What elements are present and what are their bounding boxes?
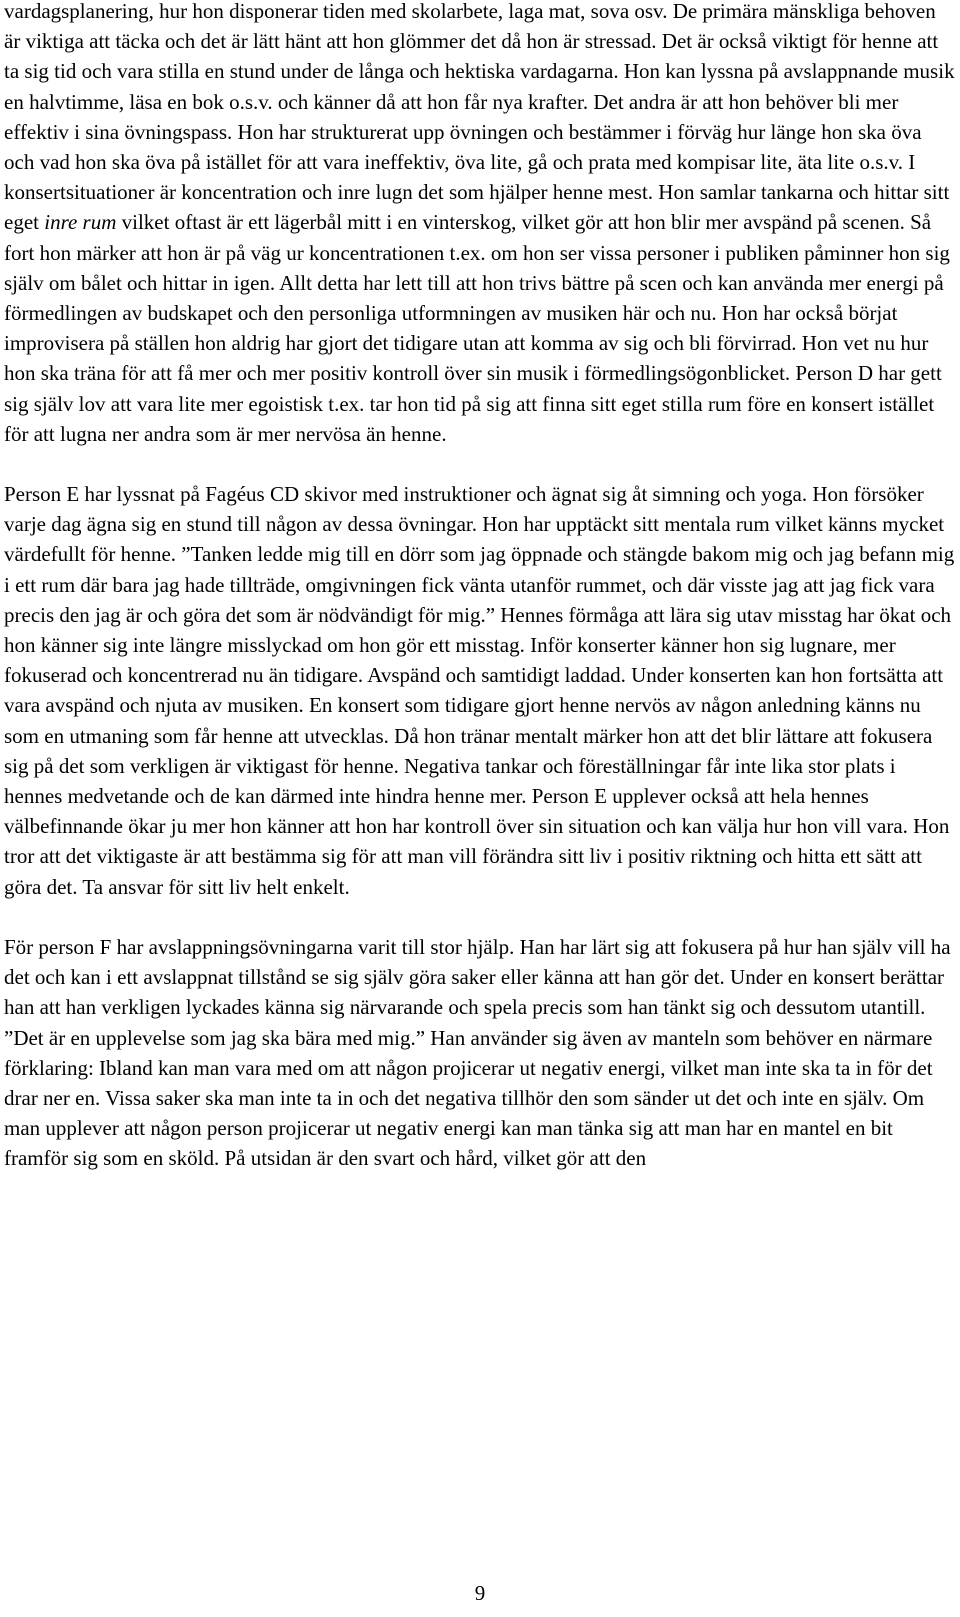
page-number: 9 <box>474 1581 486 1605</box>
document-page <box>4 0 956 1174</box>
paragraph-person-f <box>4 932 956 1174</box>
emphasized-term: inre rum <box>44 210 117 235</box>
paragraph-text: vardagsplanering, hur hon disponerar tiden med skolarbete, laga mat, sova osv. De primära mänskliga behoven är viktiga att täcka och det är lätt hänt att hon glömmer det då hon är stressad. Det är också viktigt för henne att ta sig tid och vara stilla en stund under de långa och hektiska vardagarna. Hon kan lyssna på avslappnande musik en halvtimme, läsa en bok o.s.v. och känner då att hon får nya krafter. Det andra är att hon behöver bli mer effektiv i sina övningspass. Hon har strukturerat upp övningen och bestämmer i förväg hur länge hon ska öva och vad hon ska öva på istället för att vara ineffektiv, öva lite, gå och prata med kompisar lite, äta lite o.s.v. I konsertsituationer är koncentration och inre lugn det som hjälper henne mest. Hon samlar tankarna och hittar sitt eget <box>4 0 955 235</box>
paragraph-spacer <box>4 449 956 479</box>
paragraph-spacer <box>4 902 956 932</box>
paragraph-person-e <box>4 479 956 902</box>
paragraph-person-d <box>4 0 956 449</box>
paragraph-text: Person E har lyssnat på Fagéus CD skivor med instruktioner och ägnat sig åt simning och yoga. Hon försöker varje dag ägna sig en stund till någon av dessa övningar. Hon har upptäckt sitt mentala rum vilket känns mycket värdefullt för henne. ”Tanken ledde mig till en dörr som jag öppnade och stängde bakom mig och jag befann mig i ett rum där bara jag hade tillträde, omgivningen fick vänta utanför rummet, och där visste jag att jag fick vara precis den jag är och göra det som är nödvändigt för mig.” Hennes förmåga att lära sig utav misstag har ökat och hon känner sig inte längre misslyckad om hon gör ett misstag. Inför konserter känner hon sig lugnare, mer fokuserad och koncentrerad nu än tidigare. Avspänd och samtidigt laddad. Under konserten kan hon fortsätta att vara avspänd och njuta av musiken. En konsert som tidigare gjort henne nervös av någon anledning känns nu som en utmaning som får henne att utvecklas. Då hon tränar mentalt märker hon att det blir lättare att fokusera sig på det som verkligen är viktigast för henne. Negativa tankar och föreställningar får inte lika stor plats i hennes medvetande och de kan därmed inte hindra henne mer. Person E upplever också att hela hennes välbefinnande ökar ju mer hon känner att hon har kontroll över sin situation och kan välja hur hon vill vara. Hon tror att det viktigaste är att bestämma sig för att man vill förändra sitt liv i positiv riktning och hitta ett sätt att göra det. Ta ansvar för sitt liv helt enkelt. <box>4 482 955 899</box>
paragraph-text: För person F har avslappningsövningarna varit till stor hjälp. Han har lärt sig att fokusera på hur han själv vill ha det och kan i ett avslappnat tillstånd se sig själv göra saker eller känna att han gör det. Under en konsert berättar han att han verkligen lyckades känna sig närvarande och spela precis som han tänkt sig och dessutom utantill. ”Det är en upplevelse som jag ska bära med mig.” Han använder sig även av manteln som behöver en närmare förklaring: Ibland kan man vara med om att någon projicerar ut negativ energi, vilket man inte ska ta in för det drar ner en. Vissa saker ska man inte ta in och det negativa tillhör den som sänder ut det och inte en själv. Om man upplever att någon person projicerar ut negativ energi kan man tänka sig att man har en mantel en bit framför sig som en sköld. På utsidan är den svart och hård, vilket gör att den <box>4 934 951 1171</box>
paragraph-text: vilket oftast är ett lägerbål mitt i en vinterskog, vilket gör att hon blir mer avspänd på scenen. Så fort hon märker att hon är på väg ur koncentrationen t.ex. om hon ser vissa personer i publiken påminner hon sig själv om bålet och hittar in igen. Allt detta har lett till att hon trivs bättre på scen och kan använda mer energi på förmedlingen av budskapet och den personliga utformningen av musiken här och nu. Hon har också börjat improvisera på ställen hon aldrig har gjort det tidigare utan att komma av sig och bli förvirrad. Hon vet nu hur hon ska träna för att få mer och mer positiv kontroll över sin musik i förmedlingsögonblicket. Person D har gett sig själv lov att vara lite mer egoistisk t.ex. tar hon tid på sig att finna sitt eget stilla rum före en konsert istället för att lugna ner andra som är mer nervösa än henne. <box>4 210 950 446</box>
